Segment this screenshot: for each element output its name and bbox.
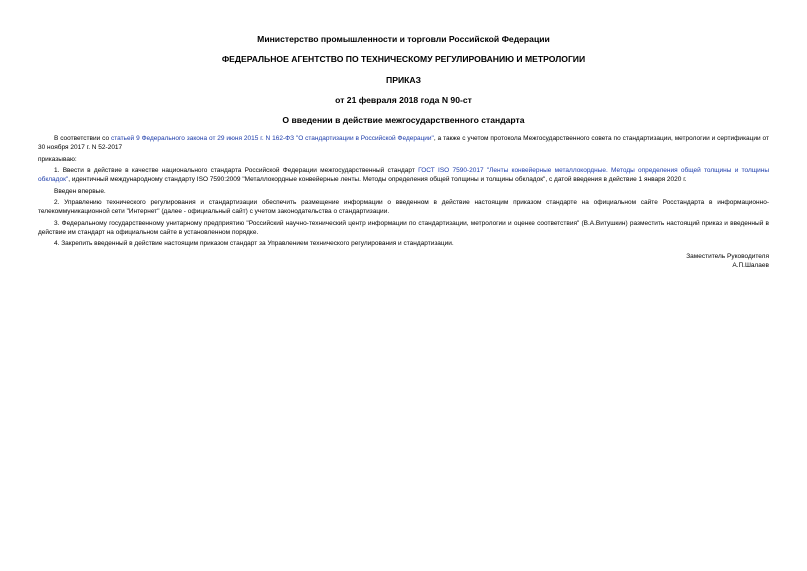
subject-heading: О введении в действие межгосударственного стандарта [282, 115, 525, 125]
paragraph-3: 3. Федеральному государственному унитарному предприятию "Российский научно-технический центр информации по стандартизации, метрологии и оценке соответствия" (В.А.Витушкин) разместить настоящий приказ и введенный в действие им стандарт на официальном сайте в установленном порядке. [38, 219, 769, 236]
federal-law-link[interactable]: статьей 9 Федерального закона от 29 июня 2015 г. N 162-ФЗ "О стандартизации в Российской Федерации" [110, 135, 434, 142]
intro-text-pre: В соответствии со [54, 135, 111, 142]
paragraph-1-pre: 1. Ввести в действие в качестве национального стандарта Российской Федерации межгосударственный стандарт [54, 167, 419, 174]
agency-heading: ФЕДЕРАЛЬНОЕ АГЕНТСТВО ПО ТЕХНИЧЕСКОМУ РЕГУЛИРОВАНИЮ И МЕТРОЛОГИИ [221, 54, 586, 64]
paragraph-4: 4. Закрепить введенный в действие настоящим приказом стандарт за Управлением технического регулирования и стандартизации. [54, 240, 454, 247]
paragraph-2: 2. Управлению технического регулирования и стандартизации обеспечить размещение информации о введенном в действие настоящим приказом стандарте на официальном сайте Росстандарта в информационно-телекоммуникационной сети "Интернет" (далее - официальный сайт) с учетом законодательства о стандартизации. [38, 199, 769, 215]
order-word: приказываю: [38, 155, 77, 163]
document-type-heading: ПРИКАЗ [386, 75, 421, 85]
date-number-heading: от 21 февраля 2018 года N 90-ст [335, 95, 472, 105]
document-body [38, 134, 769, 248]
ministry-heading: Министерство промышленности и торговли Российской Федерации [257, 34, 550, 44]
standard-link[interactable]: ГОСТ ISO 7590-2017 "Ленты конвейерные металлокордные. Методы определения общей толщины и толщины обкладок" [38, 167, 769, 183]
intro-paragraph [38, 134, 769, 152]
signature-block [38, 252, 769, 270]
intro-text-post: , а также с учетом протокола Межгосударственного совета по стандартизации, метрологии и сертификации от 30 ноября 2017 г. N 52-2017 [38, 135, 769, 151]
signatory-title: Заместитель Руководителя [686, 253, 769, 260]
signatory-name: А.П.Шалаев [732, 262, 769, 269]
paragraph-1 [38, 166, 769, 184]
introduced-first-note: Введен впервые. [54, 187, 106, 195]
paragraph-1-post: , идентичный международному стандарту ISO 7590:2009 "Металлокордные конвейерные ленты. Методы определения общей толщины и толщины обкладок", с датой введения в действие 1 января 2020 г. [68, 176, 687, 183]
